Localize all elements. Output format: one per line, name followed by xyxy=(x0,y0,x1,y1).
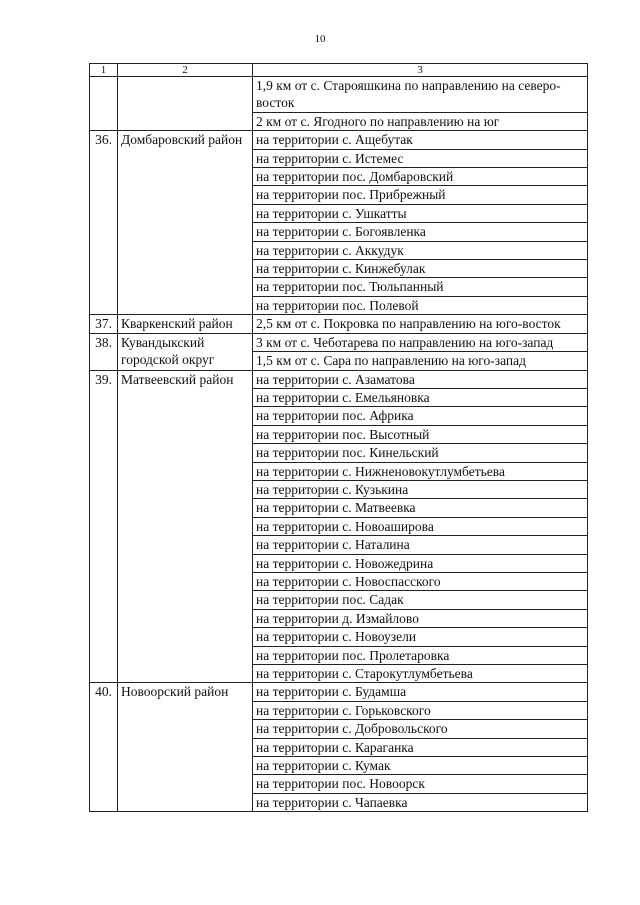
location-cell: на территории пос. Новоорск xyxy=(253,775,588,793)
location-cell: на территории пос. Домбаровский xyxy=(253,168,588,186)
location-cell: на территории с. Азаматова xyxy=(253,370,588,388)
page-number: 10 xyxy=(314,33,326,45)
header-col-1: 1 xyxy=(90,64,118,77)
location-cell: на территории с. Кумак xyxy=(253,757,588,775)
district-name: Новоорский район xyxy=(118,683,253,812)
location-cell: на территории с. Ащебутак xyxy=(253,131,588,149)
table-row xyxy=(90,131,588,149)
table-header-row xyxy=(90,64,588,77)
location-cell: на территории пос. Полевой xyxy=(253,296,588,314)
location-cell: на территории пос. Садак xyxy=(253,591,588,609)
location-cell: 1,5 км от с. Сара по направлению на юго-запад xyxy=(253,352,588,370)
location-cell: на территории с. Кузькина xyxy=(253,480,588,498)
row-number: 36. xyxy=(90,131,118,315)
location-cell: на территории пос. Прибрежный xyxy=(253,186,588,204)
header-col-3: 3 xyxy=(253,64,588,77)
location-cell: на территории с. Нижненовокутлумбетьева xyxy=(253,462,588,480)
location-cell: на территории с. Богоявленка xyxy=(253,223,588,241)
table-row xyxy=(90,77,588,113)
location-cell: на территории с. Новожедрина xyxy=(253,554,588,572)
header-col-2: 2 xyxy=(118,64,253,77)
location-cell: на территории с. Кинжебулак xyxy=(253,260,588,278)
location-cell: на территории с. Новоаширова xyxy=(253,517,588,535)
table-row xyxy=(90,315,588,333)
location-cell: на территории с. Емельяновка xyxy=(253,388,588,406)
location-cell: на территории с. Старокутлумбетьева xyxy=(253,665,588,683)
location-cell: на территории д. Измайлово xyxy=(253,609,588,627)
row-number: 38. xyxy=(90,333,118,370)
location-cell: на территории пос. Высотный xyxy=(253,425,588,443)
row-number: 37. xyxy=(90,315,118,333)
location-cell: 3 км от с. Чеботарева по направлению на юго-запад xyxy=(253,333,588,351)
location-cell: 1,9 км от с. Старояшкина по направлению на северо-восток xyxy=(253,77,588,113)
district-name: Кувандыкский городской округ xyxy=(118,333,253,370)
location-cell: на территории с. Добровольского xyxy=(253,720,588,738)
location-cell: на территории с. Аккудук xyxy=(253,241,588,259)
location-cell: на территории с. Новоузели xyxy=(253,628,588,646)
table-row xyxy=(90,333,588,351)
locations-table xyxy=(89,63,588,812)
location-cell: на территории пос. Африка xyxy=(253,407,588,425)
location-cell: на территории с. Наталина xyxy=(253,536,588,554)
district-name: Кваркенский район xyxy=(118,315,253,333)
location-cell: на территории с. Матвеевка xyxy=(253,499,588,517)
location-cell: на территории с. Ушкатты xyxy=(253,204,588,222)
table-row xyxy=(90,370,588,388)
location-cell: на территории с. Новоспасского xyxy=(253,572,588,590)
table-row xyxy=(90,683,588,701)
district-name: Матвеевский район xyxy=(118,370,253,683)
row-number xyxy=(90,77,118,131)
location-cell: на территории с. Караганка xyxy=(253,738,588,756)
location-cell: на территории пос. Кинельский xyxy=(253,444,588,462)
location-cell: 2 км от с. Ягодного по направлению на юг xyxy=(253,112,588,130)
row-number: 40. xyxy=(90,683,118,812)
location-cell: на территории пос. Пролетаровка xyxy=(253,646,588,664)
location-cell: на территории с. Будамша xyxy=(253,683,588,701)
location-cell: на территории с. Истемес xyxy=(253,149,588,167)
location-cell: 2,5 км от с. Покровка по направлению на юго-восток xyxy=(253,315,588,333)
district-name: Домбаровский район xyxy=(118,131,253,315)
row-number: 39. xyxy=(90,370,118,683)
location-cell: на территории с. Горьковского xyxy=(253,701,588,719)
location-cell: на территории пос. Тюльпанный xyxy=(253,278,588,296)
location-cell: на территории с. Чапаевка xyxy=(253,793,588,811)
district-name xyxy=(118,77,253,131)
